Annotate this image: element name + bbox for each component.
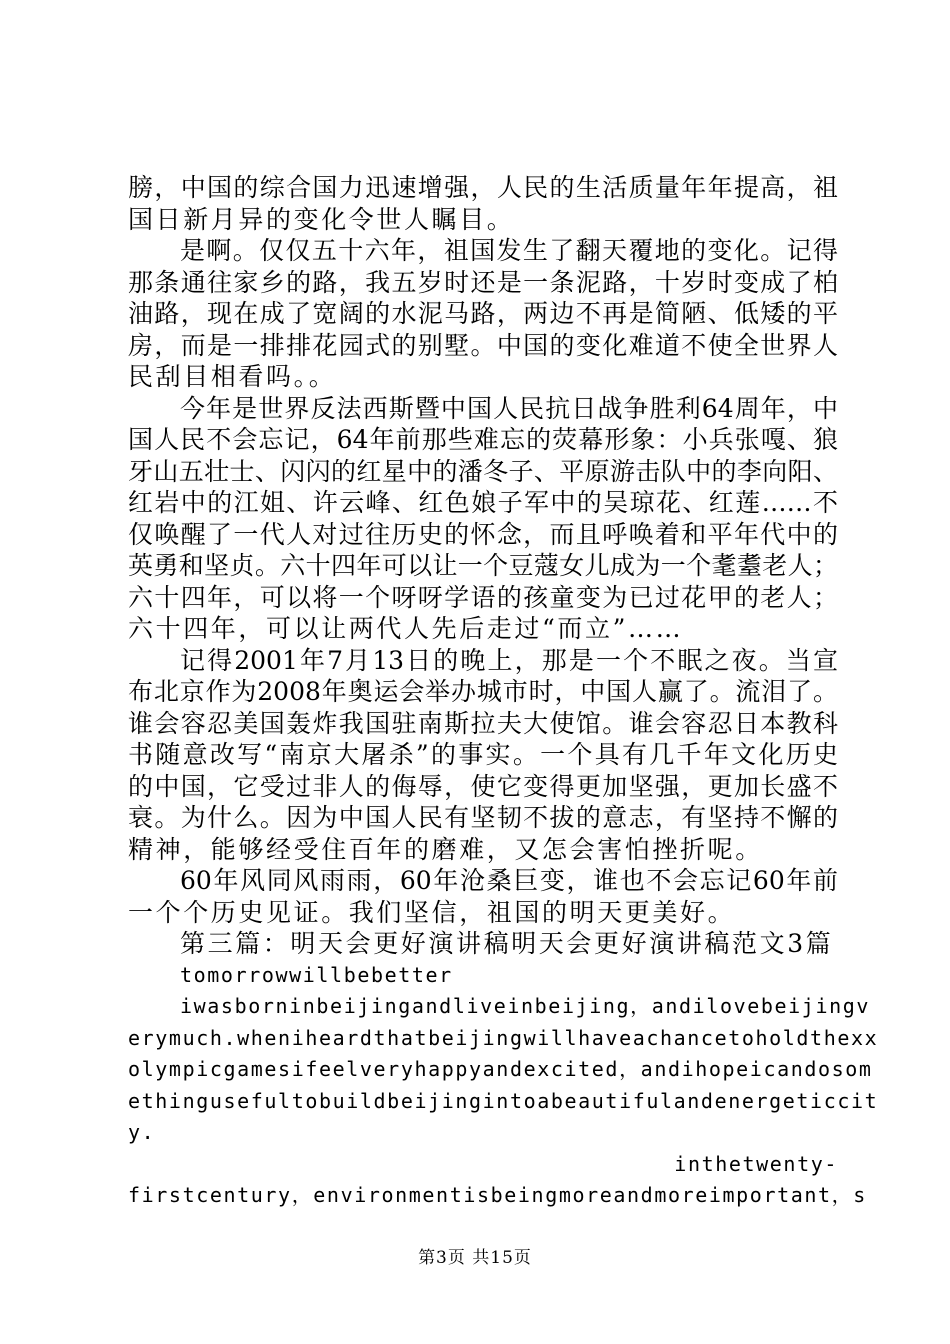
english-line: erymuch.wheniheardthatbeijingwillhaveachancetoholdthexx bbox=[128, 1025, 879, 1050]
text-line: 民刮目相看吗。。 bbox=[128, 362, 337, 391]
paragraph-first-line: 记得2001年7月13日的晚上，那是一个不眠之夜。当宣 bbox=[180, 645, 838, 675]
text-line: 衰。为什么。因为中国人民有坚韧不拔的意志，有坚持不懈的 bbox=[128, 803, 838, 832]
paragraph-first-line: 今年是世界反法西斯暨中国人民抗日战争胜利64周年，中 bbox=[180, 393, 838, 423]
text-line: 书随意改写“南京大屠杀”的事实。一个具有几千年文化历史 bbox=[128, 740, 838, 769]
text-line: 六十四年，可以让两代人先后走过“而立”…… bbox=[128, 614, 684, 643]
english-line: olympicgamesifeelveryhappyandexcited，andihopeicandosom bbox=[128, 1057, 873, 1081]
text-line: 国人民不会忘记，64年前那些难忘的荧幕形象：小兵张嘎、狼 bbox=[128, 425, 838, 454]
text-line: 精神，能够经受住百年的磨难，又怎会害怕挫折呢。 bbox=[128, 834, 763, 864]
text-line: 布北京作为2008年奥运会举办城市时，中国人赢了。流泪了。 bbox=[128, 677, 838, 706]
text-line: 那条通往家乡的路，我五岁时还是一条泥路，十岁时变成了柏 bbox=[128, 267, 838, 297]
text-line: 六十四年，可以将一个呀呀学语的孩童变为已过花甲的老人； bbox=[128, 582, 838, 612]
text-line: 房，而是一排排花园式的别墅。中国的变化难道不使全世界人 bbox=[128, 330, 838, 360]
english-line: y. bbox=[128, 1120, 156, 1144]
english-line: inthetwenty- bbox=[674, 1151, 838, 1176]
text-line: 油路，现在成了宽阔的水泥马路，两边不再是简陋、低矮的平 bbox=[128, 299, 838, 328]
body-text bbox=[128, 172, 879, 1212]
english-line: ethingusefultobuildbeijingintoabeautifulandenergeticcit bbox=[128, 1088, 879, 1113]
text-line: 牙山五壮士、闪闪的红星中的潘冬子、平原游击队中的李向阳、 bbox=[128, 456, 838, 486]
text-line: 国日新月异的变化令世人瞩目。 bbox=[128, 204, 515, 234]
text-line: 膀，中国的综合国力迅速增强，人民的生活质量年年提高，祖 bbox=[128, 173, 838, 202]
page-number-footer: 第3页 共15页 bbox=[418, 1248, 532, 1268]
text-line: 谁会容忍美国轰炸我国驻南斯拉夫大使馆。谁会容忍日本教科 bbox=[128, 708, 838, 738]
paragraph-first-line: 60年风同风雨雨，60年沧桑巨变，谁也不会忘记60年前 bbox=[180, 866, 838, 895]
text-line: 仅唤醒了一代人对过往历史的怀念，而且呼唤着和平年代中的 bbox=[128, 519, 838, 549]
section-heading: 第三篇：明天会更好演讲稿明天会更好演讲稿范文3篇 bbox=[180, 929, 834, 958]
english-title-line: tomorrowwillbebetter bbox=[180, 962, 453, 987]
english-line: firstcentury，environmentisbeingmoreandmoreimportant，s bbox=[128, 1183, 867, 1207]
text-line: 英勇和坚贞。六十四年可以让一个豆蔻女儿成为一个耄耋老人； bbox=[128, 551, 838, 580]
english-line: iwasborninbeijingandliveinbeijing，andilovebeijingv bbox=[180, 994, 871, 1018]
paragraph-first-line: 是啊。仅仅五十六年，祖国发生了翻天覆地的变化。记得 bbox=[180, 236, 838, 265]
text-line: 一个个历史见证。我们坚信，祖国的明天更美好。 bbox=[128, 897, 736, 927]
text-line: 红岩中的江姐、许云峰、红色娘子军中的吴琼花、红莲……不 bbox=[128, 488, 838, 517]
text-line: 的中国，它受过非人的侮辱，使它变得更加坚强，更加长盛不 bbox=[128, 771, 838, 801]
